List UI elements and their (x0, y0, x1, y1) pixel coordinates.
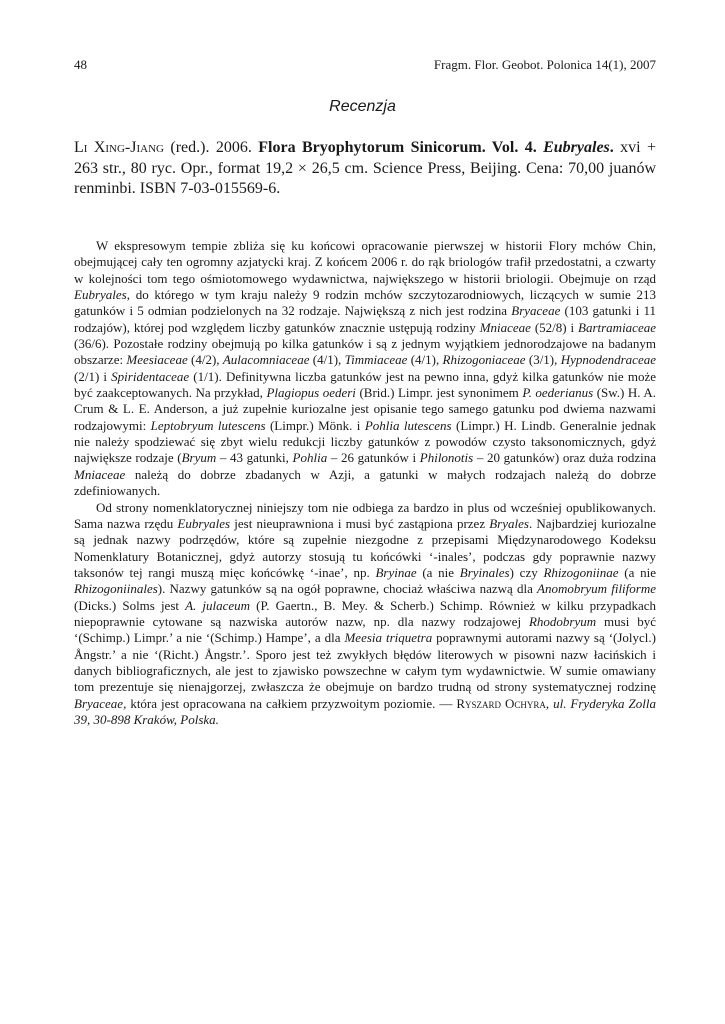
text-run: . Najbardziej kuriozalne są jednak nazwy podrzędów, które są zupełnie niezgodne z przepisami Międzynarodowego Kodeksu Nomenklatury Botanicznej, gdyż autorzy stosują tu końcówki ‘-inales’, podczas gdy poprawnie nazwy taksonów tej rangi muszą mięc końcówkę ‘-inae’, np. (74, 515, 656, 580)
reviewer-address: , ul. Fryderyka Zolla 39, 30-898 Kraków, Polska. (74, 695, 656, 727)
text-run: (4/1), (309, 352, 345, 368)
reviewer-name: Ryszard Ochyra (456, 695, 546, 711)
taxon-name: P. oederianus (522, 385, 594, 401)
taxon-name: Pohlia lutescens (364, 417, 452, 433)
review-body (74, 238, 656, 728)
taxon-name: Bryaceae (74, 695, 124, 711)
text-run: (4/2), (187, 352, 223, 368)
text-run: (52/8) i (530, 319, 579, 335)
text-run: – 43 gatunki, (216, 450, 293, 466)
text-run: (1/1). Definitywna liczba gatunków jest na pewno inna, gdyż kilka gatunków nie może być zaakceptowanych. Na przykład, (74, 368, 656, 401)
taxon-name: Rhizogoniaceae (442, 352, 526, 368)
text-run: poprawnymi autorami nazwy są ‘(Jolycl.) Ångstr.’ a nie ‘(Richt.) Ångstr.’. Sporo jest też zwykłych błędów literowych w pisowni nazw łacińskich i danych bibliograficznych, ale jest to zjawisko powszechne w całym tym wydawnictwie. W sumie omawiany tom prezentuje się nienajgorzej, zwłaszcza że obejmuje on bardzo trudną od strony systematycznej rodzinę (74, 630, 656, 695)
citation-author: Li Xing-Jiang (74, 139, 164, 156)
taxon-name: Bryales (489, 515, 529, 531)
taxon-name: Rhodobryum (528, 613, 597, 629)
text-run: (P. Gaertn., B. Mey. & Scherb.) Schimp. Również w kilku przypadkach niepoprawnie cytowane są nazwiska autorów nazw, np. dla nazwy rodzajowej (74, 597, 657, 629)
taxon-name: A. julaceum (185, 597, 251, 613)
text-run: należą do dobrze zbadanych w Azji, a gatunki w małych rodzajach należą do dobrze zdefiniowanych. (74, 466, 656, 499)
text-run: (Limpr.) H. Lindb. Generalnie jednak nie należy spodziewać się zbyt wielu redukcji liczby gatunków z powodów czysto taksonomicznych, gdyż największe rodzaje ( (74, 417, 656, 466)
book-citation (74, 138, 656, 200)
taxon-name: Hypnodendraceae (560, 352, 656, 368)
text-run: ) czy (509, 564, 544, 580)
citation-details: xvi + 263 str., 80 ryc. Opr., format 19,2 × 26,5 cm. Science Press, Beijing. Cena: 70,00 juanów renminbi. ISBN 7-03-015569-6. (74, 139, 657, 197)
text-run: W ekspresowym tempie zbliża się ku końcowi opracowanie pierwszej w historii Flory mchów Chin, obejmującej cały ten ogromny azjatycki kraj. Z końcem 2006 r. do rąk briologów trafił przedostatni, a czwarty w kolejności tom tego ośmiotomowego wydawnictwa, największego w historii briologii. Obejmuje on rząd (74, 238, 656, 286)
taxon-name: Meesia triquetra (344, 630, 433, 646)
taxon-name: Meesiaceae (126, 352, 188, 368)
taxon-name: Timmiaceae (344, 352, 408, 368)
taxon-name: Plagiopus oederi (266, 385, 356, 401)
taxon-name: Eubryales (74, 287, 127, 303)
text-run: musi być ‘(Schimp.) Limpr.’ a nie ‘(Schimp.) Hampe’, a dla (74, 613, 656, 646)
section-title: Recenzja (329, 98, 396, 115)
text-run: Od strony nomenklatorycznej niniejszy tom nie odbiega za bardzo in plus od wcześniej opublikowanych. Sama nazwa rzędu (74, 499, 656, 531)
taxon-name: Spiridentaceae (111, 368, 190, 384)
text-run: (4/1), (407, 352, 443, 368)
text-run: , do którego w tym kraju należy 9 rodzin mchów szczytozarodniowych, liczących w sumie 213 gatunków i 5 odmian podzielonych na 32 rodzaje. Największą z nich jest rodzina (74, 287, 656, 319)
taxon-name: Bryinae (375, 564, 417, 580)
taxon-name: Bryinales (459, 564, 510, 580)
citation-order: Eubryales (543, 139, 610, 156)
journal-reference: Fragm. Flor. Geobot. Polonica 14(1), 2007 (433, 57, 656, 72)
text-run: – 20 gatunków) oraz duża rodzina (473, 450, 656, 466)
text-run: ). Nazwy gatunków są na ogół poprawne, chociaż właściwa nazwą dla (157, 581, 538, 597)
text-run: , która jest opracowana na całkiem przyzwoitym poziomie. — (123, 695, 457, 711)
taxon-name: Leptobryum lutescens (150, 417, 266, 433)
taxon-name: Rhizogoniinales (74, 581, 158, 597)
taxon-name: Eubryales (177, 515, 231, 531)
text-run: (Dicks.) Solms jest (74, 597, 186, 613)
text-run: (Limpr.) Mönk. i (265, 417, 365, 433)
paragraph-1 (74, 238, 656, 500)
text-run: (2/1) i (74, 368, 112, 384)
text-run: (3/1), (525, 352, 561, 368)
taxon-name: Bryum (181, 450, 217, 466)
text-run: (Sw.) H. A. Crum & L. E. Anderson, a już zupełnie kuriozalne jest opisanie tego samego gatunku pod dwiema nazwami rodzajowymi: (74, 385, 656, 433)
taxon-name: Aulacomniaceae (222, 352, 310, 368)
citation-title: Flora Bryophytorum Sinicorum. Vol. 4. (258, 139, 537, 156)
citation-period: . (609, 139, 614, 156)
citation-editor: (red.). 2006. (170, 139, 252, 156)
text-run: (103 gatunki i 11 rodzajów), której pod względem liczby gatunków znacznie ustępują rodziny (74, 303, 657, 335)
taxon-name: Mniaceae (74, 466, 126, 482)
text-run: (Brid.) Limpr. jest synonimem (355, 385, 523, 401)
text-run: (a nie (618, 564, 657, 580)
text-run: – 26 gatunków i (327, 450, 420, 466)
text-run: (a nie (416, 564, 460, 580)
text-run: (36/6). Pozostałe rodziny obejmują po kilka gatunków i są z jednym wyjątkiem jednorodzajowe na badanym obszarze: (74, 336, 656, 368)
taxon-name: Bartramiaceae (578, 319, 656, 335)
taxon-name: Anomobryum filiforme (537, 581, 656, 597)
taxon-name: Pohlia (292, 450, 328, 466)
page-number: 48 (74, 57, 87, 72)
taxon-name: Mniaceae (479, 319, 531, 335)
taxon-name: Philonotis (419, 450, 474, 466)
taxon-name: Bryaceae (511, 303, 561, 319)
taxon-name: Rhizogoniinae (543, 564, 619, 580)
paragraph-2 (74, 500, 656, 729)
text-run: jest nieuprawniona i musi być zastąpiona przez (230, 515, 490, 531)
